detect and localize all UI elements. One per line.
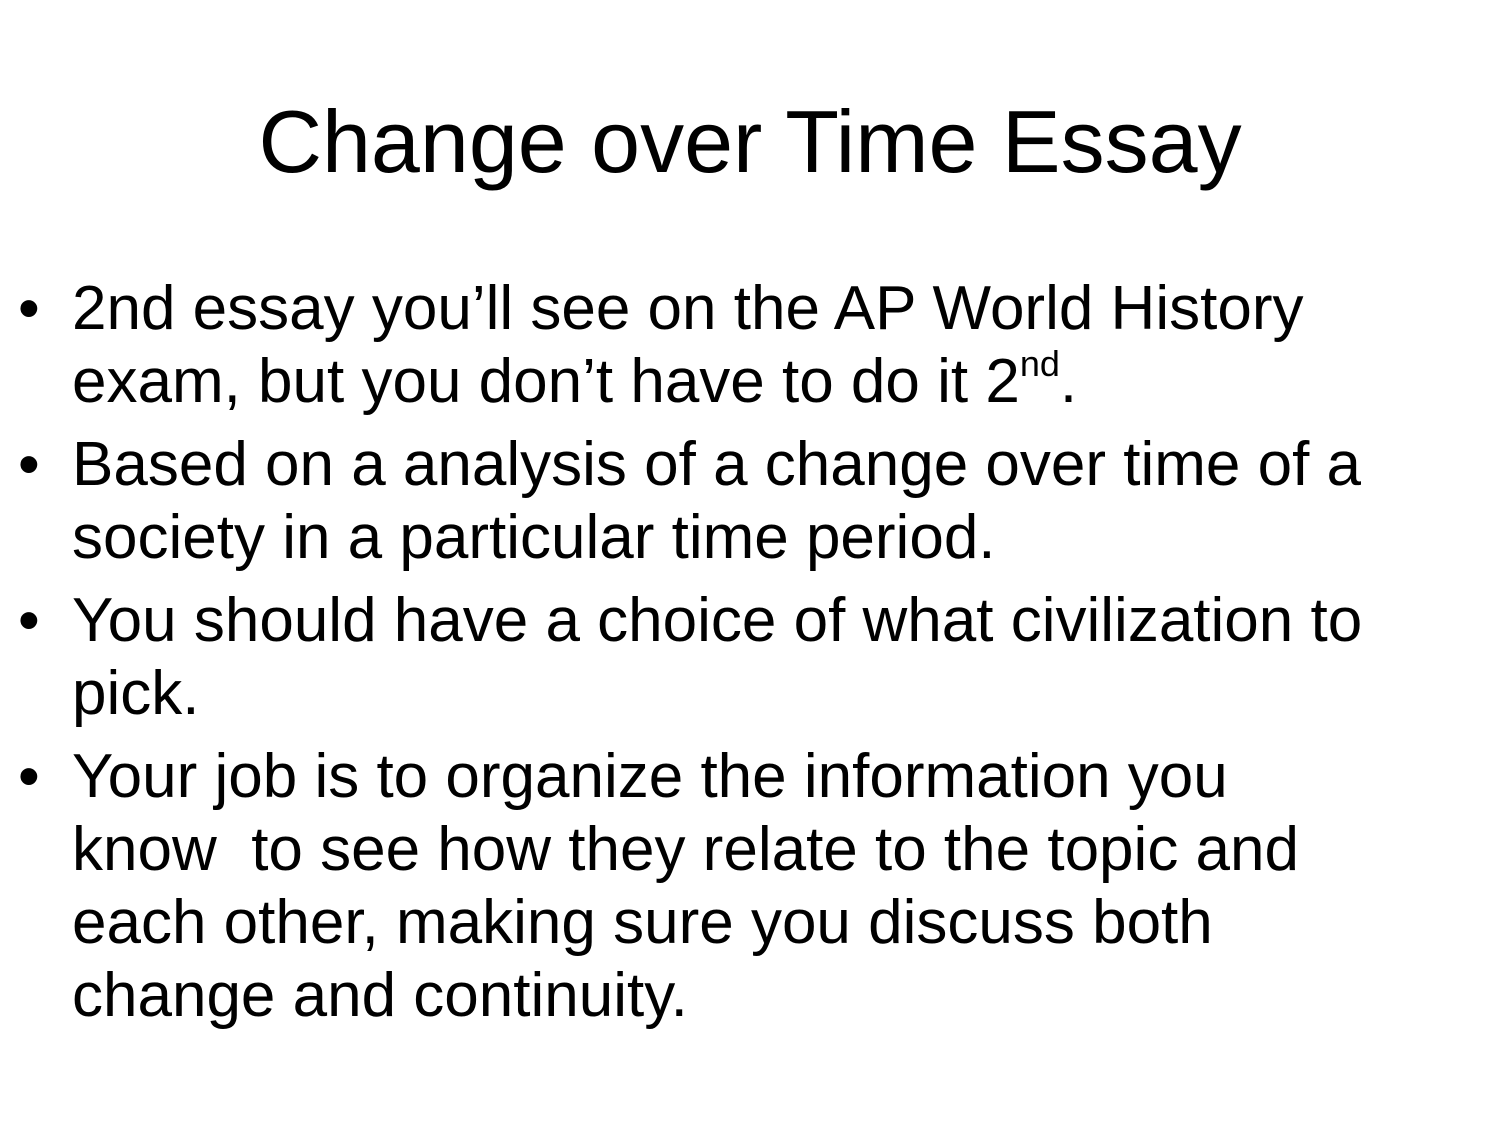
bullet-glyph: • (18, 742, 40, 811)
slide-title: Change over Time Essay (258, 92, 1242, 191)
bullet-glyph: • (18, 274, 40, 343)
bullet-line-tail: . (1059, 347, 1078, 416)
bullet-item (0, 584, 1500, 730)
bullet-line: You should have a choice of what civilization to (72, 586, 1363, 655)
bullet-glyph: • (18, 430, 40, 499)
bullet-list (0, 272, 1500, 1042)
bullet-line: 2nd essay you’ll see on the AP World History (72, 274, 1304, 343)
bullet-line-with-superscript (72, 345, 1480, 418)
bullet-glyph: • (18, 586, 40, 655)
bullet-line-text: exam, but you don’t have to do it 2 (72, 347, 1020, 416)
bullet-line: Your job is to organize the information you (72, 742, 1228, 811)
bullet-line: Based on a analysis of a change over time of a (72, 430, 1362, 499)
bullet-line: society in a particular time period. (72, 503, 996, 572)
bullet-item (0, 428, 1500, 574)
bullet-item (0, 272, 1500, 418)
ordinal-superscript: nd (1019, 343, 1060, 384)
bullet-line: change and continuity. (72, 961, 688, 1030)
bullet-item (0, 740, 1500, 1032)
bullet-line: pick. (72, 659, 200, 728)
bullet-line: each other, making sure you discuss both (72, 888, 1213, 957)
bullet-line: know to see how they relate to the topic and (72, 815, 1299, 884)
